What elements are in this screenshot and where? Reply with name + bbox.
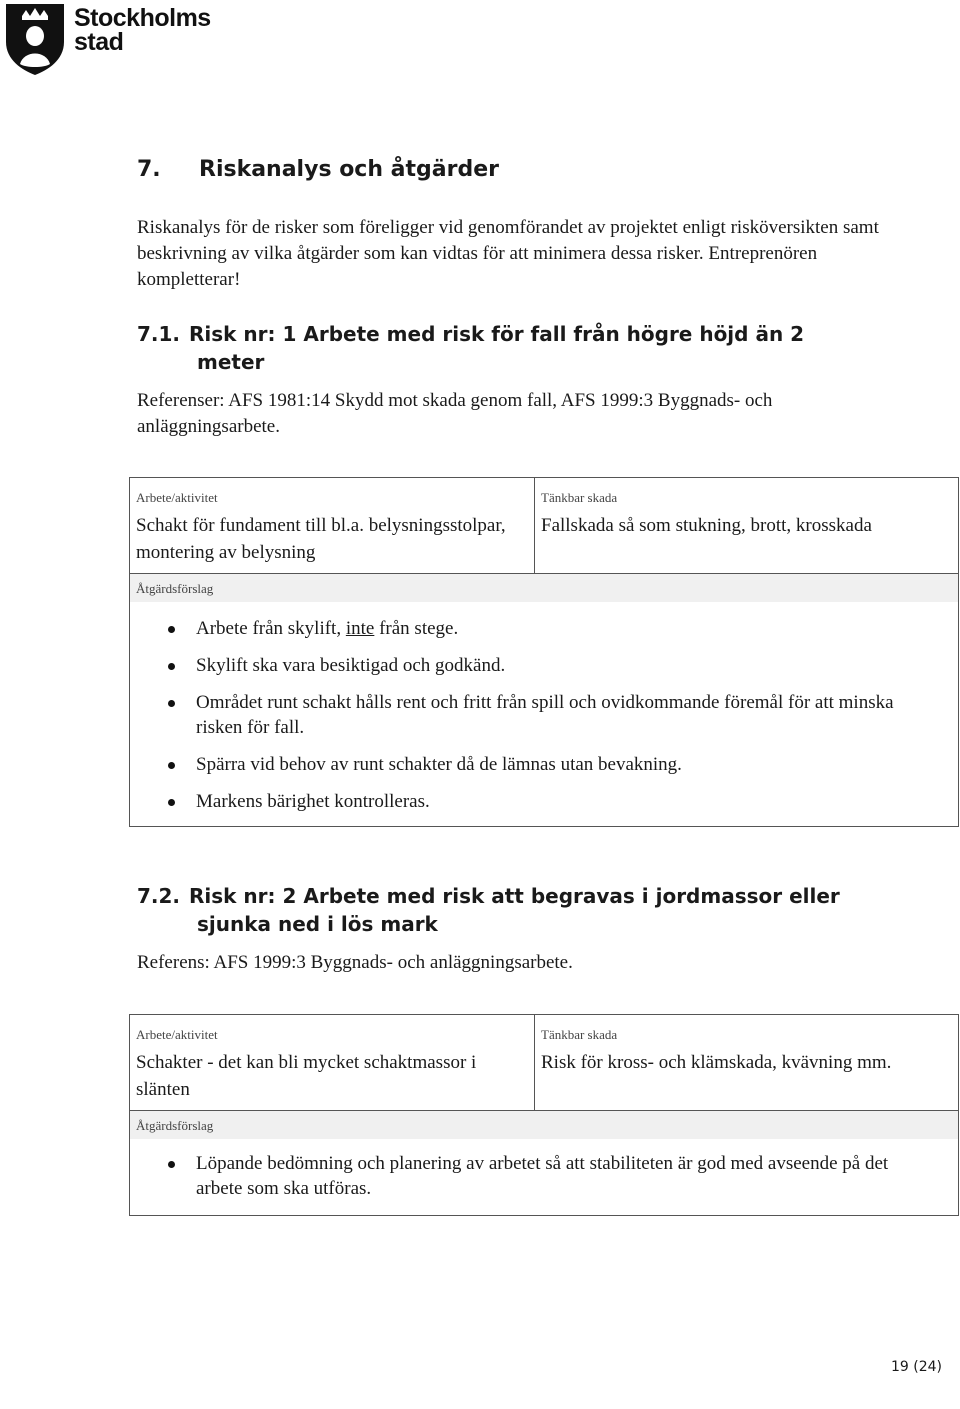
list-item: Skylift ska vara besiktigad och godkänd. xyxy=(130,653,958,678)
stockholms-stad-logo xyxy=(4,2,211,76)
bullet-icon xyxy=(168,1161,175,1168)
risk1-activity-label: Arbete/aktivitet xyxy=(136,490,218,505)
risk1-title-line2: meter xyxy=(197,350,265,374)
risk2-references: Referens: AFS 1999:3 Byggnads- och anläggningsarbete. xyxy=(137,952,573,973)
risk1-damage: Fallskada så som stukning, brott, krosskada xyxy=(541,515,872,536)
risk2-damage: Risk för kross- och klämskada, kvävning mm. xyxy=(541,1052,892,1073)
bullet-icon xyxy=(168,663,175,670)
risk2-activity: Schakter - det kan bli mycket schaktmassor i slänten xyxy=(136,1052,477,1100)
risk1-measures-label: Åtgärdsförslag xyxy=(130,574,958,602)
logo-line1: Stockholms xyxy=(74,4,211,32)
list-item: Löpande bedömning och planering av arbetet så att stabiliteten är god med avseende på det arbete som ska utföras. xyxy=(130,1151,938,1201)
bullet-icon xyxy=(168,762,175,769)
list-item: Markens bärighet kontrolleras. xyxy=(130,789,958,814)
risk2-damage-label: Tänkbar skada xyxy=(541,1027,618,1042)
bullet-icon xyxy=(168,626,175,633)
page-current: 19 xyxy=(890,1359,909,1375)
logo-line2: stad xyxy=(74,28,124,56)
section-intro: Riskanalys för de risker som föreligger vid genomförandet av projektet enligt risköversikten samt beskrivning av vilka åtgärder som kan vidtas för att minimera dessa risker. Entreprenören kompletterar! xyxy=(137,217,879,290)
risk2-measures-list xyxy=(130,1151,958,1201)
risk1-damage-label: Tänkbar skada xyxy=(541,490,618,505)
page-number xyxy=(891,1359,942,1375)
risk1-number: 7.1. xyxy=(137,322,181,346)
list-item: Spärra vid behov av runt schakter då de lämnas utan bevakning. xyxy=(130,752,958,777)
risk2-title-line2: sjunka ned i lös mark xyxy=(197,912,438,936)
city-crest-icon xyxy=(4,2,66,76)
page-total: (24) xyxy=(913,1359,942,1375)
bullet-icon xyxy=(168,799,175,806)
risk2-activity-label: Arbete/aktivitet xyxy=(136,1027,218,1042)
risk2-number: 7.2. xyxy=(137,884,181,908)
risk1-activity-cell xyxy=(130,478,535,574)
risk2-activity-cell xyxy=(130,1015,535,1111)
section-title: Riskanalys och åtgärder xyxy=(199,157,499,182)
risk1-measures-cell xyxy=(130,574,959,827)
risk1-activity: Schakt för fundament till bl.a. belysningsstolpar, montering av belysning xyxy=(136,515,506,563)
list-item: Arbete från skylift, inte från stege. xyxy=(130,616,958,641)
risk1-references: Referenser: AFS 1981:14 Skydd mot skada genom fall, AFS 1999:3 Byggnads- och anläggningsarbete. xyxy=(137,390,773,437)
section-number: 7. xyxy=(137,157,161,182)
risk1-title-line1: Risk nr: 1 Arbete med risk för fall från högre höjd än 2 xyxy=(189,322,805,346)
list-item: Området runt schakt hålls rent och fritt från spill och ovidkommande föremål för att minska risken för fall. xyxy=(130,690,958,740)
risk2-damage-cell xyxy=(535,1015,959,1111)
risk1-damage-cell xyxy=(535,478,959,574)
risk1-measures-list xyxy=(130,616,958,814)
risk2-title-line1: Risk nr: 2 Arbete med risk att begravas i jordmassor eller xyxy=(189,884,840,908)
bullet-icon xyxy=(168,700,175,707)
risk1-table xyxy=(129,477,959,827)
risk2-table xyxy=(129,1014,959,1216)
risk2-measures-label: Åtgärdsförslag xyxy=(130,1111,958,1139)
risk2-measures-cell xyxy=(130,1111,959,1216)
